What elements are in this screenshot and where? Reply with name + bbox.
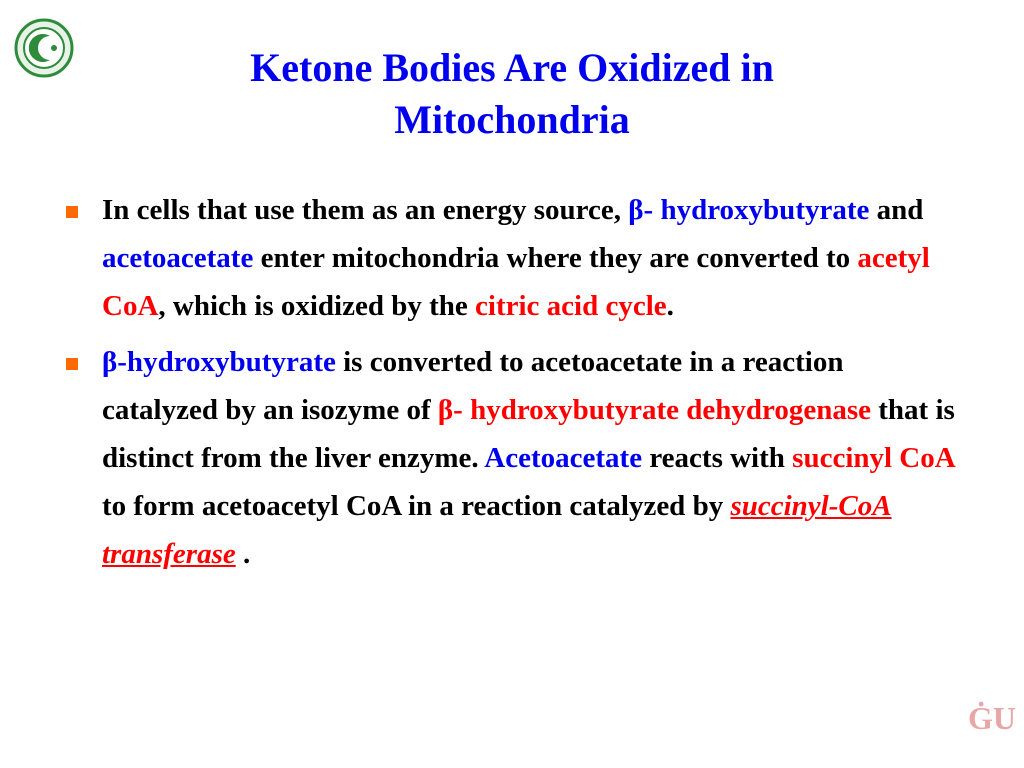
highlight: β-	[628, 194, 654, 226]
text: , which is oxidized by the	[158, 290, 476, 322]
watermark-logo: ĠU	[968, 700, 1016, 736]
text: that is distinct from the liver enzyme.	[102, 394, 955, 474]
highlight: acetoacetate	[102, 242, 254, 274]
bullet-item-1	[62, 186, 962, 330]
text: and	[869, 194, 924, 226]
text: reacts with	[642, 442, 793, 474]
text: is converted to acetoacetate in a reaction catalyzed by an isozyme of	[102, 346, 844, 426]
highlight: acetyl CoA	[102, 242, 930, 322]
text: enter mitochondria where they are converted to	[253, 242, 858, 274]
highlight: β-	[437, 394, 463, 426]
highlight: Acetoacetate	[484, 442, 643, 474]
highlight: succinyl CoA	[792, 442, 955, 474]
enzyme-link[interactable]: succinyl-CoA transferase	[102, 490, 892, 570]
bullet-item-2	[62, 338, 962, 578]
bullet-list	[62, 186, 962, 586]
text: In cells that use them as an energy source,	[102, 194, 629, 226]
text: to form acetoacetyl CoA in a reaction catalyzed by	[102, 490, 731, 522]
highlight: β-hydroxybutyrate	[102, 346, 336, 378]
title-line-1: Ketone Bodies Are Oxidized in	[250, 45, 774, 90]
highlight: citric acid cycle	[475, 290, 667, 322]
text: .	[666, 290, 674, 322]
title-line-2: Mitochondria	[394, 97, 630, 142]
slide-title	[0, 42, 1024, 146]
text: .	[235, 538, 251, 570]
square-bullet-icon	[66, 358, 78, 370]
square-bullet-icon	[66, 206, 78, 218]
highlight: hydroxybutyrate	[660, 194, 870, 226]
highlight: hydroxybutyrate dehydrogenase	[470, 394, 871, 426]
